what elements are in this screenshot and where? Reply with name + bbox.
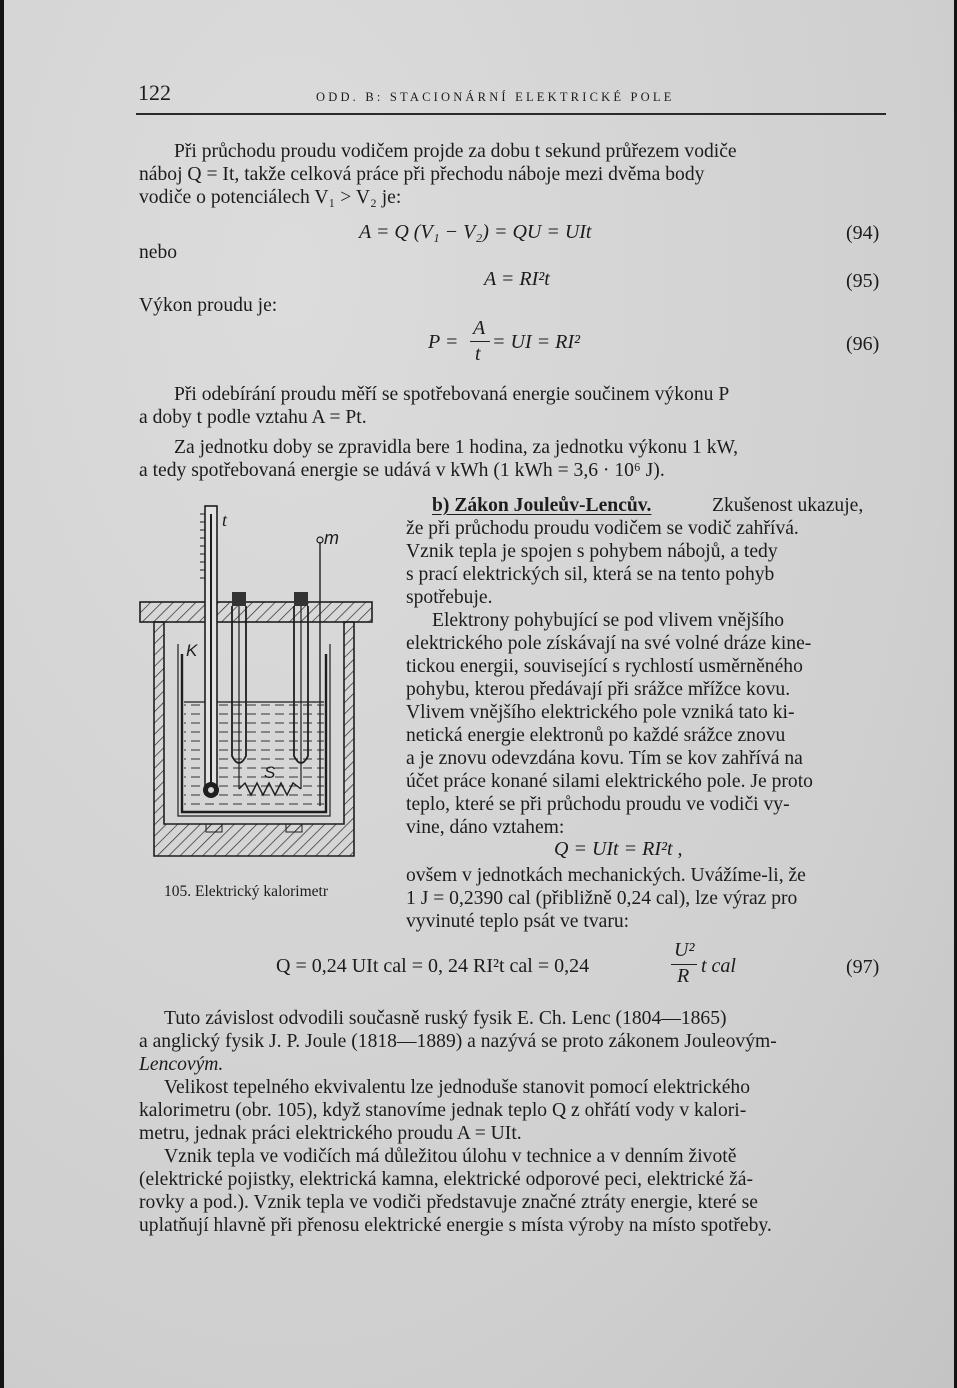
right-line-6: Elektrony pohybující se pod vlivem vnějšího: [432, 610, 785, 631]
equation-96-denominator: t: [475, 343, 481, 365]
equation-96-lhs: P =: [428, 331, 459, 353]
kal-line-3: metru, jednak práci elektrického proudu A = UIt.: [139, 1123, 522, 1144]
calorimeter-figure: [134, 494, 379, 864]
right-line-9: pohybu, kterou předávají při srážce mřížce kovu.: [406, 679, 791, 700]
kal-line-1: Velikost tepelného ekvivalentu lze jednoduše stanovit pomocí elektrického: [164, 1077, 751, 1098]
tech-line-2: (elektrické pojistky, elektrická kamna, elektrické odporové peci, elektrické žá-: [139, 1169, 754, 1190]
figure-label-S: S: [264, 763, 276, 782]
figure-label-t: t: [222, 510, 228, 530]
equation-97-frac-denominator: R: [677, 965, 690, 987]
right-line-3: Vznik tepla je spojen s pohybem nábojů, a tedy: [406, 541, 778, 562]
equation-97-frac-numerator: U²: [674, 939, 695, 961]
header-rule: [136, 113, 886, 115]
page-number: 122: [138, 80, 171, 105]
right-line-4: s prací elektrických sil, která se na tento pohyb: [406, 564, 775, 585]
nebo-label: nebo: [139, 242, 178, 263]
after-heat-line-2: 1 J = 0,2390 cal (přibližně 0,24 cal), lze výraz pro: [406, 888, 798, 909]
tech-line-4: uplatňují hlavně při přenosu elektrické energie s místa výroby na místo spotřeby.: [139, 1215, 772, 1236]
intro-line-2: náboj Q = It, takže celková práce při přechodu náboje mezi dvěma body: [139, 164, 705, 185]
book-page: [4, 0, 954, 1388]
tech-line-1: Vznik tepla ve vodičích má důležitou úlohu v technice a v denním životě: [164, 1146, 737, 1167]
equation-94-number: (94): [846, 222, 880, 244]
equation-96-numerator: A: [473, 317, 486, 339]
equation-96-number: (96): [846, 333, 880, 355]
right-line-7: elektrického pole získávají na své volné dráze kine-: [406, 633, 812, 654]
figure-label-m: m: [324, 528, 339, 548]
calorimeter-lid: [140, 602, 372, 622]
right-line-12: a je znovu odevzdána kovu. Tím se kov zahřívá na: [406, 748, 803, 769]
equation-97-number: (97): [846, 956, 880, 978]
tech-line-3: rovky a pod.). Vznik tepla ve vodiči představuje značné ztráty energie, které se: [139, 1192, 758, 1213]
right-line-14: teplo, které se při průchodu proudu ve vodiči vy-: [406, 794, 790, 815]
energy-line-2: a doby t podle vztahu A = Pt.: [139, 407, 367, 428]
unit-line-2: a tedy spotřebovaná energie se udává v kWh (1 kWh = 3,6 · 10⁶ J).: [139, 460, 665, 481]
figure-caption: 105. Elektrický kalorimetr: [164, 883, 328, 900]
equation-97-main: Q = 0,24 UIt cal = 0, 24 RI²t cal = 0,24: [276, 955, 590, 977]
lenc-line-3: Lencovým.: [139, 1054, 224, 1075]
equation-97-tail: t cal: [701, 955, 736, 977]
right-line-5: spotřebuje.: [406, 587, 493, 608]
intro-line-1: Při průchodu proudu vodičem projde za dobu t sekund průřezem vodiče: [174, 141, 737, 162]
section-title: b) Zákon Jouleův-Lencův.: [432, 495, 652, 516]
right-line-2: že při průchodu proudu vodičem se vodič zahřívá.: [406, 518, 799, 539]
kal-line-2: kalorimetru (obr. 105), když stanovíme jednak teplo Q z ohřátí vody v kalori-: [139, 1100, 747, 1121]
right-line-13: účet práce konané silami elektrického pole. Je proto: [406, 771, 813, 792]
vykon-label: Výkon proudu je:: [139, 295, 278, 316]
figure-label-K: K: [186, 641, 198, 660]
intro-line-3: vodiče o potenciálech V₁ > V₂ je:: [139, 187, 402, 208]
after-heat-line-3: vyvinuté teplo psát ve tvaru:: [406, 911, 630, 932]
equation-95-number: (95): [846, 270, 880, 292]
right-line-15: vine, dáno vztahem:: [406, 817, 565, 838]
unit-line-1: Za jednotku doby se zpravidla bere 1 hodina, za jednotku výkonu 1 kW,: [174, 437, 739, 458]
right-line-11: netická energie elektronů po každé srážce znovu: [406, 725, 786, 746]
equation-96-rhs: = UI = RI²: [492, 331, 580, 353]
after-heat-line-1: ovšem v jednotkách mechanických. Uvážíme-li, že: [406, 865, 806, 886]
right-line-8: tickou energii, související s rychlostí usměrněného: [406, 656, 803, 677]
lenc-line-1: Tuto závislost odvodili současně ruský fysik E. Ch. Lenc (1804—1865): [164, 1008, 727, 1029]
right-line-1: Zkušenost ukazuje,: [712, 495, 864, 516]
running-head: ODD. B: STACIONÁRNÍ ELEKTRICKÉ POLE: [316, 90, 675, 104]
lenc-line-2: a anglický fysik J. P. Joule (1818—1889) a nazývá se proto zákonem Jouleovým-: [139, 1031, 777, 1052]
equation-94: A = Q (V₁ − V₂) = QU = UIt: [359, 221, 592, 243]
right-line-10: Vlivem vnějšího elektrického pole vzniká tato ki-: [406, 702, 795, 723]
energy-line-1: Při odebírání proudu měří se spotřebovaná energie součinem výkonu P: [174, 384, 730, 405]
equation-heat: Q = UIt = RI²t ,: [554, 838, 683, 860]
equation-95: A = RI²t: [484, 268, 550, 290]
